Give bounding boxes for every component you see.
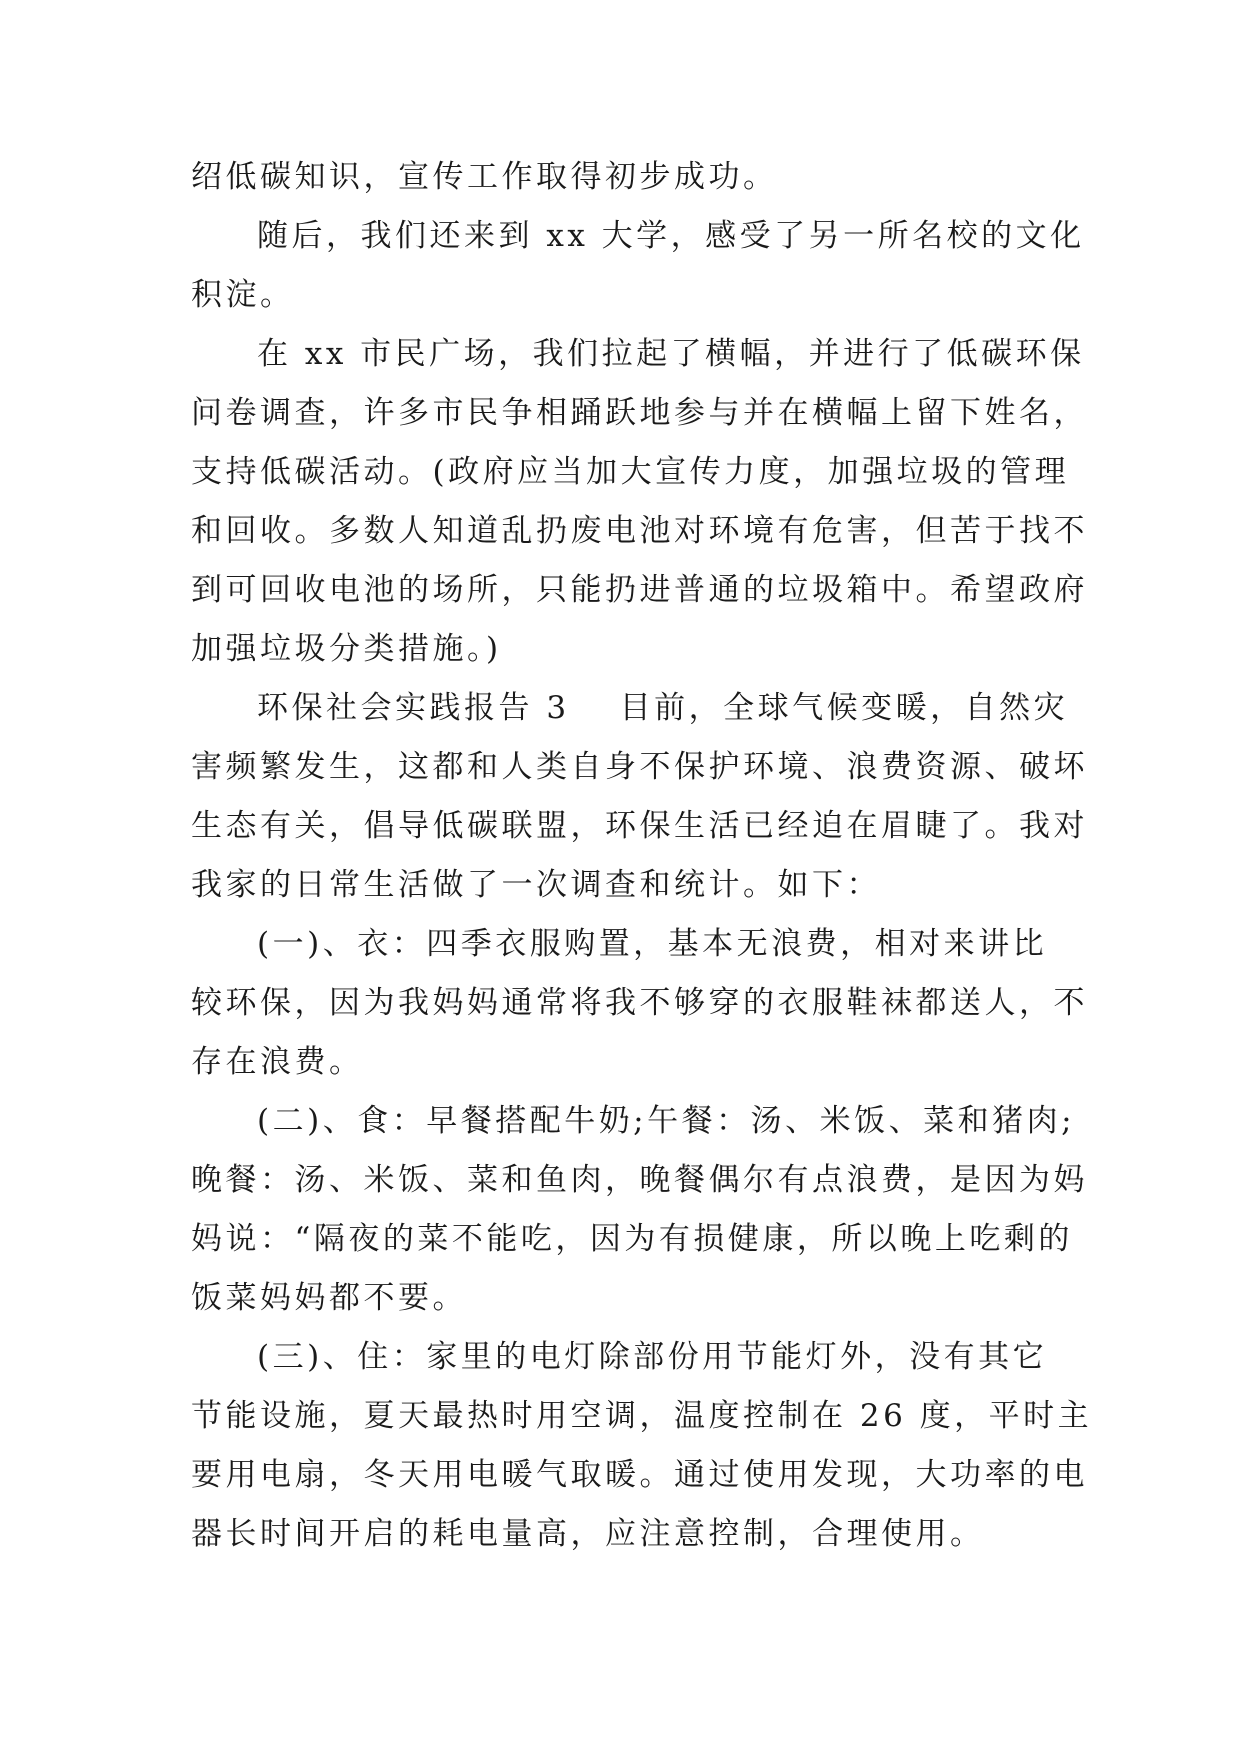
text-line: 生态有关，倡导低碳联盟，环保生活已经迫在眉睫了。我对 <box>191 808 1088 844</box>
paragraph-start-line: (一)、衣：四季衣服购置，基本无浪费，相对来讲比 <box>257 926 1048 962</box>
text-line: 绍低碳知识，宣传工作取得初步成功。 <box>191 159 778 195</box>
text-line: 和回收。多数人知道乱扔废电池对环境有危害，但苦于找不 <box>191 513 1088 549</box>
section-text: 目前，全球气候变暖，自然灾 <box>619 690 1069 726</box>
text-line: 要用电扇，冬天用电暖气取暖。通过使用发现，大功率的电 <box>191 1457 1088 1493</box>
text-line: 晚餐：汤、米饭、菜和鱼肉，晚餐偶尔有点浪费，是因为妈 <box>191 1162 1088 1198</box>
text-line: 较环保，因为我妈妈通常将我不够穿的衣服鞋袜都送人，不 <box>191 985 1088 1021</box>
paragraph-start-line: 在 xx 市民广场，我们拉起了横幅，并进行了低碳环保 <box>257 336 1085 372</box>
text-line: 存在浪费。 <box>191 1044 364 1080</box>
paragraph-start-line: (二)、食：早餐搭配牛奶;午餐：汤、米饭、菜和猪肉; <box>257 1103 1076 1139</box>
text-line: 问卷调查，许多市民争相踊跃地参与并在横幅上留下姓名， <box>191 395 1088 431</box>
text-line: 积淀。 <box>191 277 295 313</box>
text-line: 饭菜妈妈都不要。 <box>191 1280 467 1316</box>
text-line: 支持低碳活动。(政府应当加大宣传力度，加强垃圾的管理 <box>191 454 1070 490</box>
paragraph-start-line: (三)、住：家里的电灯除部份用节能灯外，没有其它 <box>257 1339 1048 1375</box>
section-heading: 环保社会实践报告 3 <box>257 690 570 726</box>
text-line: 害频繁发生，这都和人类自身不保护环境、浪费资源、破坏 <box>191 749 1088 785</box>
document-body <box>191 148 1093 1564</box>
text-line: 我家的日常生活做了一次调查和统计。如下： <box>191 867 881 903</box>
text-line: 妈说：“隔夜的菜不能吃，因为有损健康，所以晚上吃剩的 <box>191 1221 1073 1257</box>
text-line: 器长时间开启的耗电量高，应注意控制，合理使用。 <box>191 1516 985 1552</box>
text-line: 到可回收电池的场所，只能扔进普通的垃圾箱中。希望政府 <box>191 572 1088 608</box>
section-heading-line <box>191 679 1069 738</box>
paragraph-start-line: 随后，我们还来到 xx 大学，感受了另一所名校的文化 <box>257 218 1085 254</box>
text-line: 节能设施，夏天最热时用空调，温度控制在 26 度，平时主 <box>191 1398 1093 1434</box>
text-line: 加强垃圾分类措施。) <box>191 631 502 667</box>
